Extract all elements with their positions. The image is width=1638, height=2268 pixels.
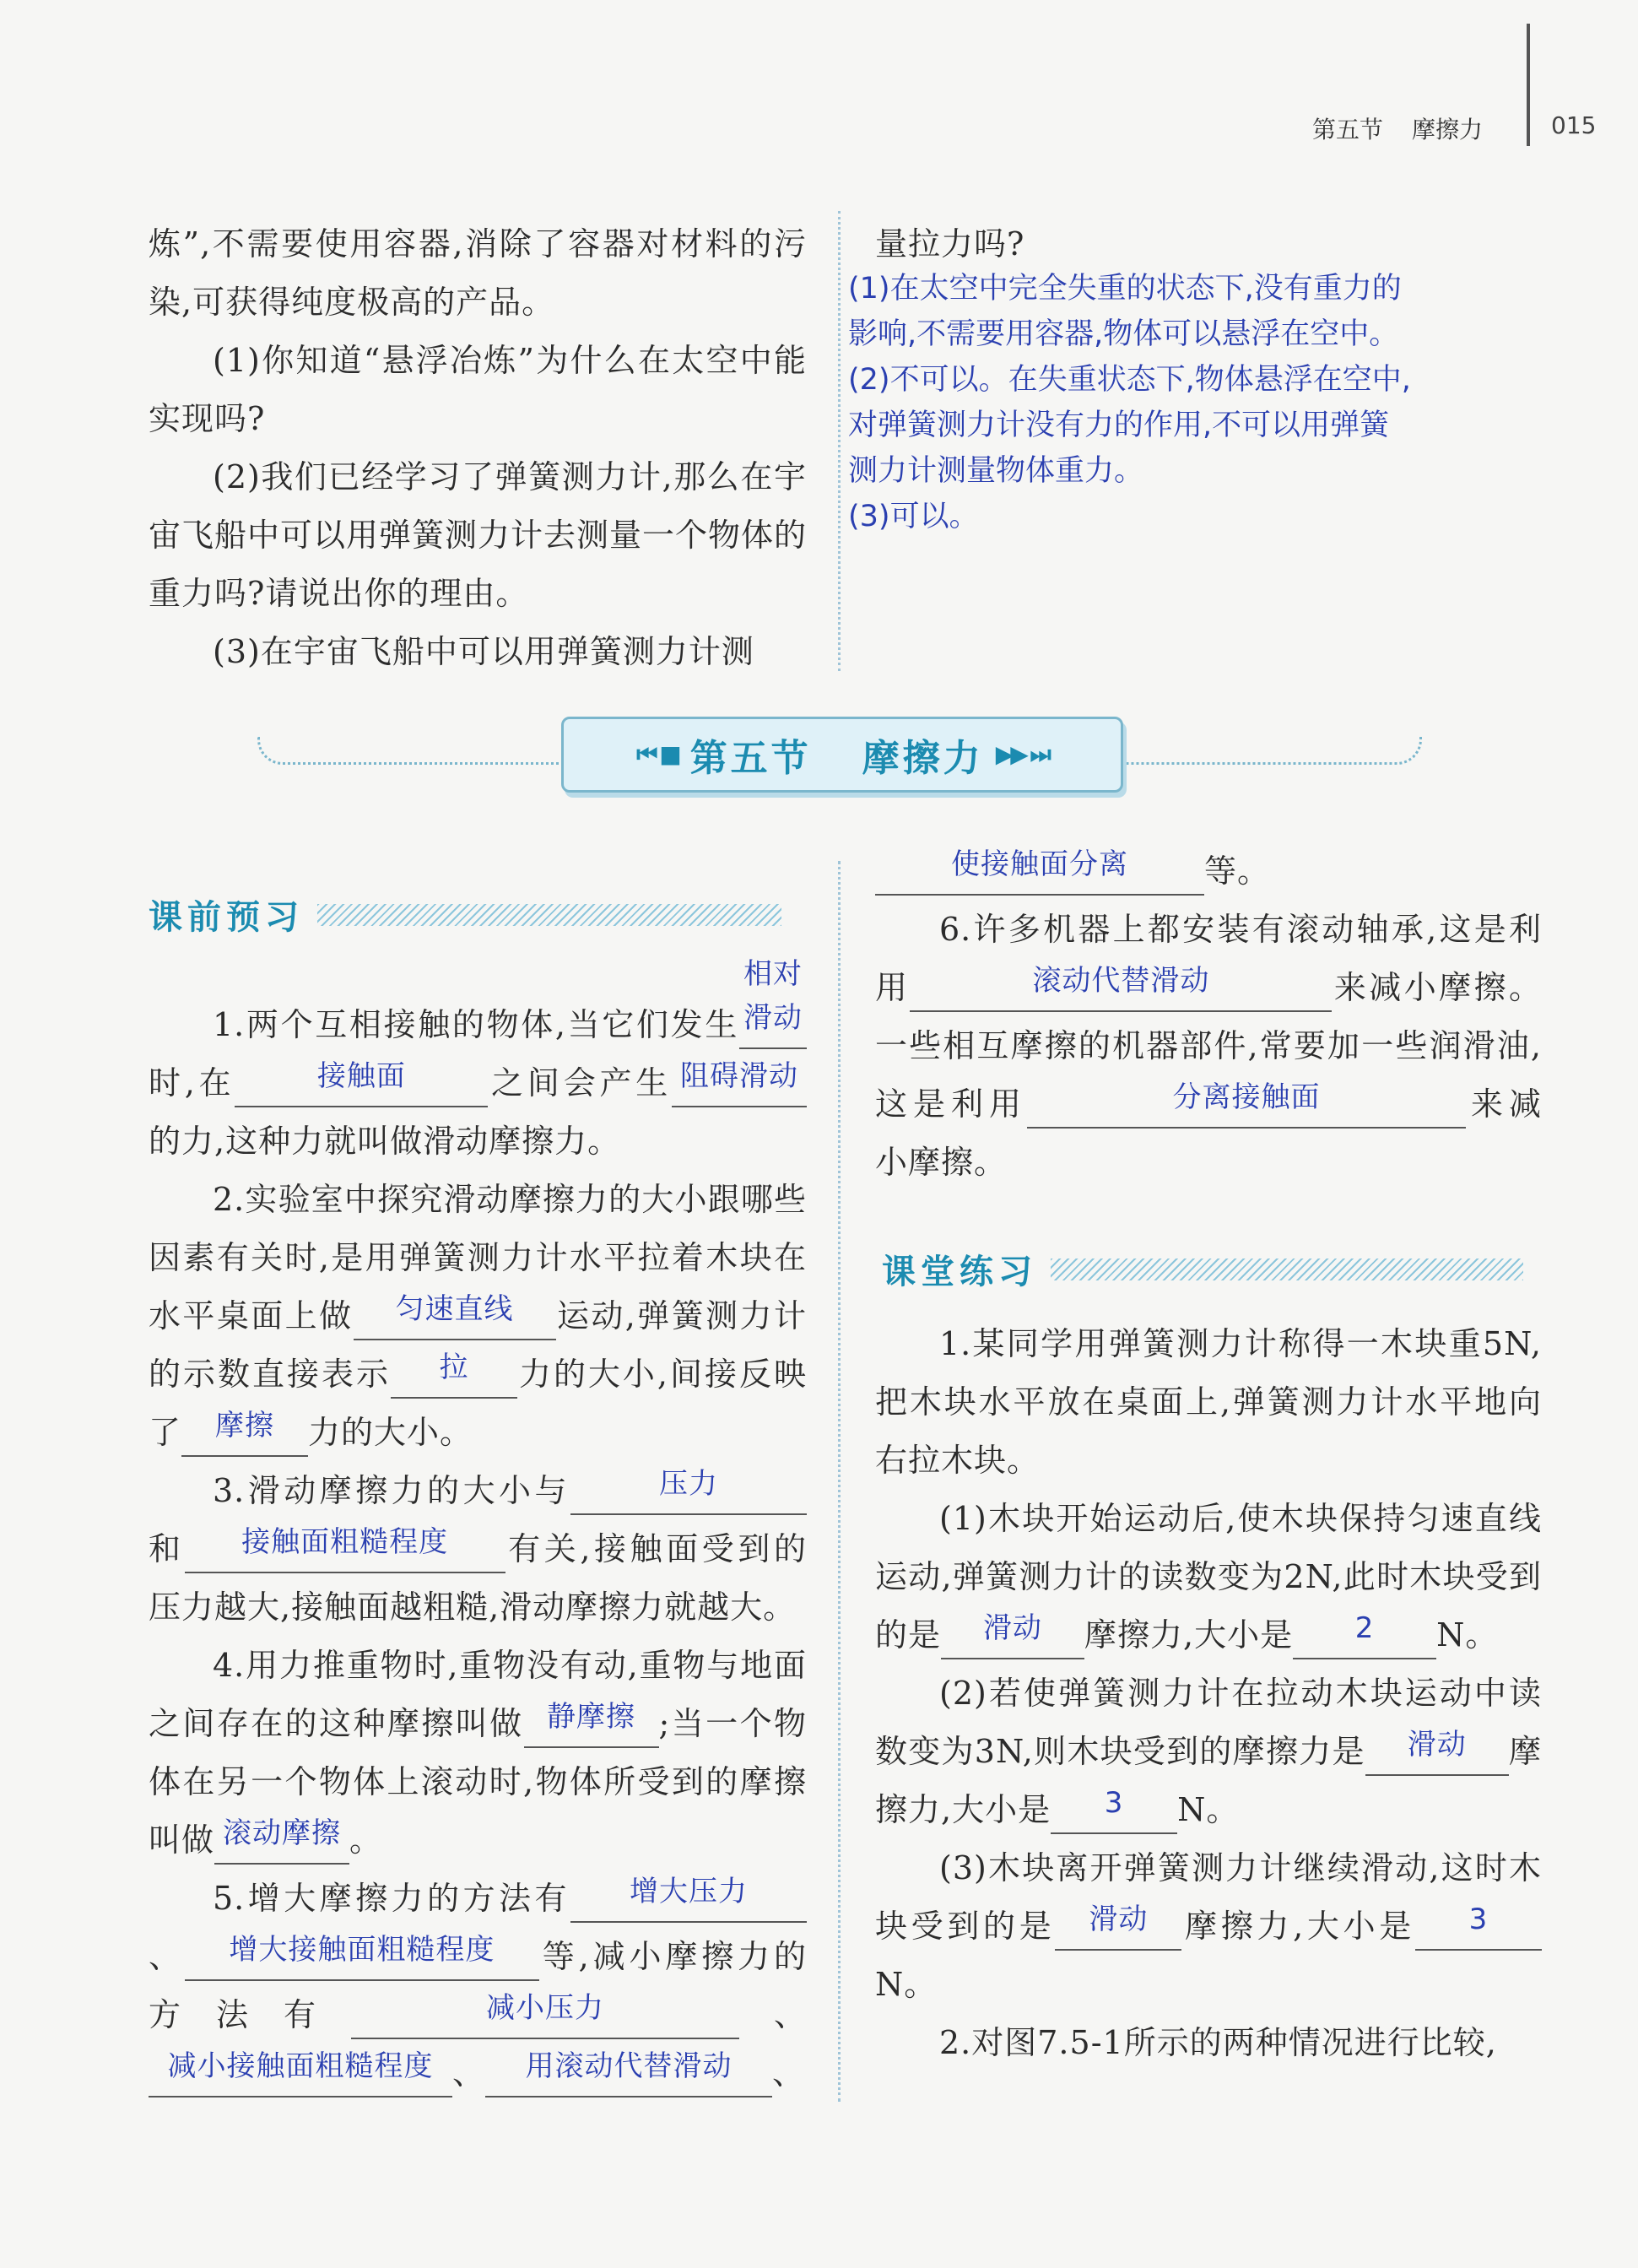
preview-q5-cont: 使接触面分离 等。 bbox=[875, 842, 1542, 901]
answer-blank: 减小压力 bbox=[485, 1991, 604, 2025]
section-title-preview bbox=[149, 890, 781, 939]
answer-line: (3)可以。 bbox=[848, 500, 979, 533]
paragraph: 炼”,不需要使用容器,消除了容器对材料的污染,可获得纯度极高的产品。 bbox=[149, 225, 807, 321]
practice-title: 课堂练习 bbox=[882, 1253, 1037, 1291]
answer-blank: 压力 bbox=[659, 1467, 718, 1501]
preview-q1: 1.两个互相接触的物体,当它们发生相对滑动时,在 接触面 之间会产生 阻碍滑动的力,这种力就叫做滑动摩擦力。 bbox=[149, 960, 807, 1171]
answer-line: 影响,不需要用容器,物体可以悬浮在空中。 bbox=[848, 317, 1399, 351]
answer-blank: 摩擦 bbox=[215, 1409, 275, 1443]
answer-blank: 用滚动代替滑动 bbox=[525, 2049, 733, 2083]
answer-blank: 阻碍滑动 bbox=[680, 1059, 798, 1093]
column-divider bbox=[838, 861, 841, 2102]
answer-blank: 3 bbox=[1104, 1786, 1124, 1820]
practice-q1-1: (1)木块开始运动后,使木块保持匀速直线运动,弹簧测力计的读数变为2N,此时木块受到的是 滑动 摩擦力,大小是 2 N。 bbox=[875, 1490, 1542, 1664]
header-divider bbox=[1527, 24, 1530, 146]
preview-q6: 6.许多机器上都安装有滚动轴承,这是利用 滚动代替滑动 来减小摩擦。一些相互摩擦的机器部件,常要加一些润滑油,这是利用 分离接触面 来减小摩擦。 bbox=[875, 911, 1542, 1181]
answer-blank: 滑动 bbox=[983, 1611, 1043, 1645]
top-left-text bbox=[149, 215, 807, 681]
banner-topic: 摩擦力 bbox=[862, 737, 984, 780]
answer-blank: 3 bbox=[1468, 1903, 1489, 1936]
answer-blank: 增大接触面粗糙程度 bbox=[229, 1933, 495, 1967]
top-right-text bbox=[875, 215, 1542, 273]
answer-blank: 滚动代替滑动 bbox=[1032, 964, 1210, 998]
answer-blank: 滑动 bbox=[1089, 1903, 1149, 1936]
banner-section: 第五节 bbox=[689, 737, 812, 780]
answer-line: (2)不可以。在失重状态下,物体悬浮在空中, bbox=[848, 363, 1411, 397]
preview-q5: 5.增大摩擦力的方法有 增大压力、 增大接触面粗糙程度 等,减小摩擦力的方法有 减小压力 、减小接触面粗糙程度 、 用滚动代替滑动 、 bbox=[149, 1870, 807, 2103]
answer-blank: 减小接触面粗糙程度 bbox=[167, 2049, 434, 2083]
answer-blank: 静摩擦 bbox=[547, 1700, 636, 1734]
answer-blank: 拉 bbox=[439, 1351, 469, 1384]
preview-q4: 4.用力推重物时,重物没有动,重物与地面之间存在的这种摩擦叫做 静摩擦 ;当一个物体在另一个物体上滚动时,物体所受到的摩擦叫做 滚动摩擦 。 bbox=[149, 1637, 807, 1870]
page-number: 015 bbox=[1551, 111, 1597, 139]
answer-line: 测力计测量物体重力。 bbox=[848, 454, 1144, 488]
title-hatch bbox=[317, 904, 781, 926]
banner-wave-left bbox=[257, 737, 572, 765]
answer-blank: 接触面 bbox=[316, 1059, 406, 1093]
right-column-questions bbox=[875, 842, 1542, 1192]
header-section: 第五节 bbox=[1312, 116, 1384, 143]
answer-blank: 分离接触面 bbox=[1172, 1080, 1321, 1114]
preview-q2: 2.实验室中探究滑动摩擦力的大小跟哪些因素有关时,是用弹簧测力计水平拉着木块在水平桌面上做 匀速直线 运动,弹簧测力计的示数直接表示 拉 力的大小,间接反映了 摩擦 力的大小。 bbox=[149, 1171, 807, 1462]
answer-line: 对弹簧测力计没有力的作用,不可以用弹簧 bbox=[848, 409, 1390, 442]
preview-title: 课前预习 bbox=[149, 898, 304, 937]
fast-forward-icon: ▶▶ ⏭ bbox=[995, 740, 1048, 768]
question-3: (3)在宇宙飞船中可以用弹簧测力计测 bbox=[213, 633, 754, 670]
practice-q1: 1.某同学用弹簧测力计称得一木块重5N,把木块水平放在桌面上,弹簧测力计水平地向右拉木块。 bbox=[875, 1325, 1542, 1479]
preview-questions bbox=[149, 957, 807, 2103]
section-banner bbox=[257, 713, 1422, 806]
running-header bbox=[1312, 111, 1483, 145]
title-hatch bbox=[1051, 1258, 1523, 1280]
preview-q3: 3.滑动摩擦力的大小与 压力和 接触面粗糙程度 有关,接触面受到的压力越大,接触面越粗糙,滑动摩擦力就越大。 bbox=[149, 1467, 807, 1626]
rewind-icon: ⏮ ■ bbox=[636, 740, 678, 768]
practice-questions bbox=[875, 1315, 1542, 2072]
banner-wave-right bbox=[1107, 737, 1422, 765]
answer-blank: 相对滑动 bbox=[743, 957, 803, 1035]
banner-box bbox=[561, 717, 1123, 793]
answer-blank: 增大压力 bbox=[630, 1875, 748, 1908]
question-2: (2)我们已经学习了弹簧测力计,那么在宇宙飞船中可以用弹簧测力计去测量一个物体的重力吗?请说出你的理由。 bbox=[149, 458, 808, 612]
answer-blank: 滚动摩擦 bbox=[223, 1816, 342, 1850]
answer-blank: 匀速直线 bbox=[395, 1292, 514, 1326]
answer-blank: 滑动 bbox=[1407, 1728, 1467, 1762]
practice-q2: 2.对图7.5-1所示的两种情况进行比较, bbox=[939, 2024, 1497, 2061]
question-3-cont: 量拉力吗? bbox=[875, 225, 1025, 263]
answer-blank: 接触面粗糙程度 bbox=[241, 1525, 449, 1559]
answer-blank: 使接触面分离 bbox=[951, 847, 1128, 881]
section-title-practice bbox=[882, 1245, 1523, 1293]
header-topic: 摩擦力 bbox=[1412, 116, 1484, 143]
handwritten-answers bbox=[848, 266, 1523, 539]
practice-q1-2: (2)若使弹簧测力计在拉动木块运动中读数变为3N,则木块受到的摩擦力是 滑动 摩擦力,大小是 3 N。 bbox=[875, 1664, 1542, 1839]
question-1: (1)你知道“悬浮冶炼”为什么在太空中能实现吗? bbox=[149, 342, 807, 437]
column-divider bbox=[838, 211, 841, 671]
practice-q1-3: (3)木块离开弹簧测力计继续滑动,这时木块受到的是 滑动 摩擦力,大小是 3N。 bbox=[875, 1849, 1542, 2003]
answer-blank: 2 bbox=[1354, 1611, 1375, 1645]
answer-line: (1)在太空中完全失重的状态下,没有重力的 bbox=[848, 272, 1402, 306]
